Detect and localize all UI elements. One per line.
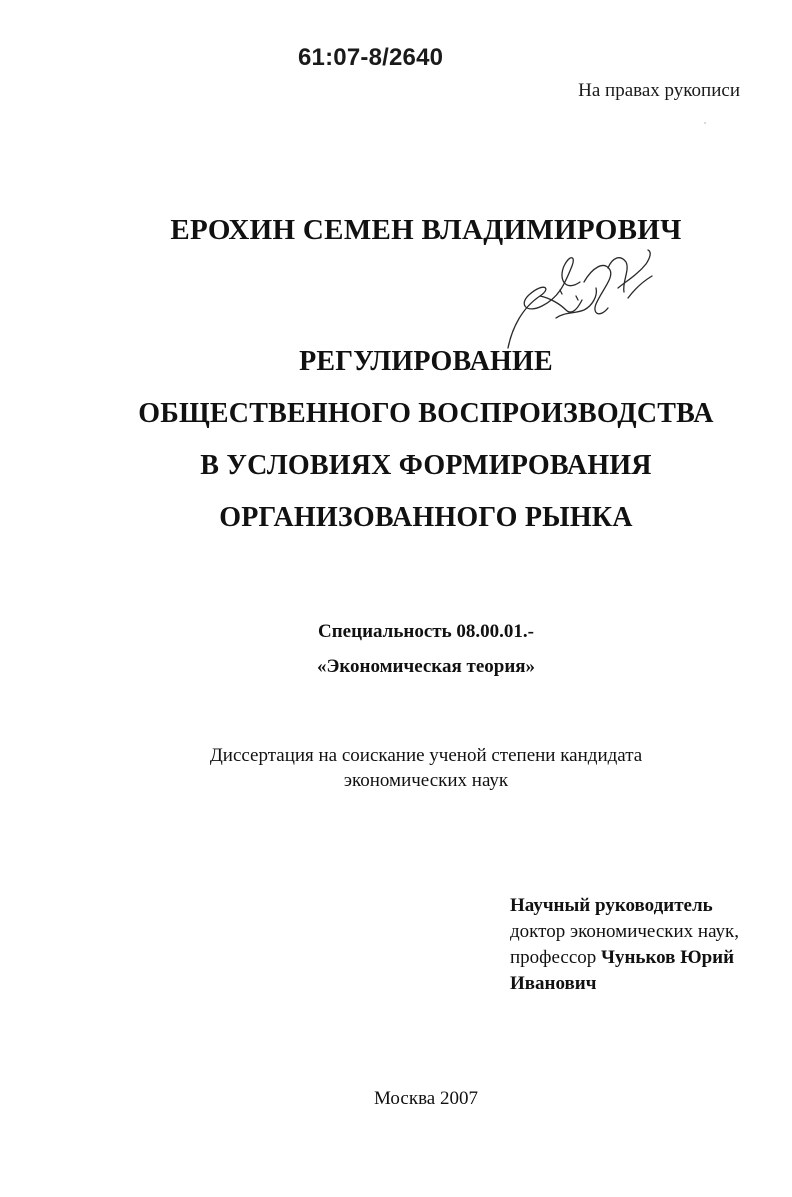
specialty-block (0, 614, 792, 684)
city-year: Москва 2007 (374, 1088, 478, 1109)
thesis-title-line: В УСЛОВИЯХ ФОРМИРОВАНИЯ (200, 450, 652, 481)
thesis-title-line: ОБЩЕСТВЕННОГО ВОСПРОИЗВОДСТВА (138, 398, 714, 429)
dissertation-note (0, 743, 792, 793)
specialty-name: «Экономическая теория» (316, 656, 536, 677)
thesis-title-line: ОРГАНИЗОВАННОГО РЫНКА (219, 502, 633, 533)
catalog-number: 61:07-8/2640 (298, 44, 444, 71)
specialty-code: Специальность 08.00.01.- (318, 621, 534, 642)
supervisor-degree: доктор экономических наук, (510, 921, 740, 942)
supervisor-heading: Научный руководитель (510, 895, 713, 916)
scan-speck (704, 122, 706, 124)
supervisor-name-part2: Иванович (510, 973, 597, 994)
supervisor-title: профессор (510, 947, 602, 968)
rights-note: На правах рукописи (578, 80, 740, 101)
thesis-title-line: РЕГУЛИРОВАНИЕ (299, 346, 553, 377)
supervisor-name-part1: Чуньков Юрий (601, 947, 735, 968)
dissertation-note-line2: экономических наук (343, 770, 509, 791)
supervisor-block (510, 893, 739, 997)
author-name: ЕРОХИН СЕМЕН ВЛАДИМИРОВИЧ (170, 214, 682, 246)
dissertation-note-line1: Диссертация на соискание ученой степени кандидата (209, 745, 643, 766)
signature-icon (500, 238, 660, 350)
thesis-title (0, 336, 792, 544)
supervisor-title-line (510, 945, 739, 971)
